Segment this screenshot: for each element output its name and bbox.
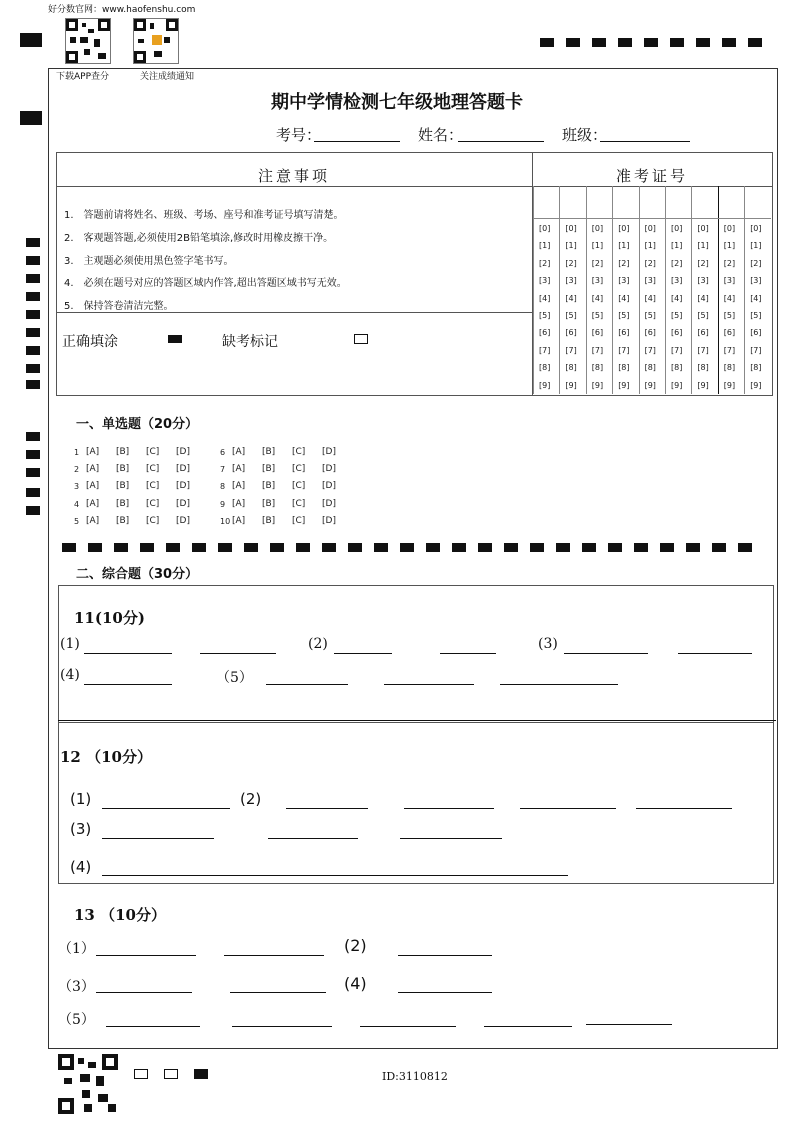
admission-digit-bubble[interactable]: [1] — [618, 241, 630, 251]
admission-digit-bubble[interactable]: [6] — [644, 328, 656, 338]
admission-digit-bubble[interactable]: [4] — [697, 293, 709, 303]
notice-separator — [56, 312, 533, 313]
admission-digit-bubble[interactable]: [1] — [591, 241, 604, 251]
mcq-option-bubble[interactable]: [C] — [292, 481, 306, 492]
page-qr-code-icon — [58, 1054, 118, 1114]
admission-digit-bubble[interactable]: [8] — [644, 363, 656, 373]
admission-digit-bubble[interactable]: [0] — [723, 224, 736, 233]
admission-digit-bubble[interactable]: [0] — [618, 224, 630, 233]
admission-digit-bubble[interactable]: [5] — [565, 311, 577, 320]
mcq-option-bubble[interactable]: [A] — [232, 447, 246, 457]
admission-digit-bubble[interactable]: [9] — [644, 380, 656, 390]
timing-mark — [738, 543, 752, 552]
admission-digit-bubble[interactable]: [5] — [671, 311, 683, 320]
timing-mark — [114, 543, 128, 552]
mcq-option-bubble[interactable]: [B] — [116, 498, 130, 509]
admission-digit-bubble[interactable]: [0] — [539, 224, 551, 233]
admission-digit-bubble[interactable]: [7] — [618, 345, 630, 355]
q13-answer-5d[interactable] — [484, 1026, 572, 1027]
timing-mark — [140, 543, 154, 552]
admission-digit-bubble[interactable]: [7] — [697, 345, 709, 355]
admission-digit-bubble[interactable]: [9] — [539, 380, 551, 390]
admission-digit-bubble[interactable]: [8] — [723, 363, 736, 373]
mcq-question-number: 9 — [220, 499, 226, 509]
notice-item: 1. 答题前请将姓名、班级、考场、座号和准考证号填写清楚。 — [64, 210, 344, 221]
name-field[interactable] — [458, 141, 544, 142]
timing-mark — [566, 38, 580, 47]
mcq-option-bubble[interactable]: [C] — [146, 447, 160, 457]
q11-answer-5c[interactable] — [500, 684, 618, 685]
admission-digit-bubble[interactable]: [5] — [618, 311, 630, 320]
mcq-question-number: 2 — [74, 465, 80, 475]
admission-digit-bubble[interactable]: [9] — [565, 380, 577, 390]
timing-mark — [26, 450, 40, 459]
timing-mark — [192, 543, 206, 552]
timing-mark — [26, 346, 40, 355]
q11-bottom-line — [58, 720, 776, 721]
admission-digit-bubble[interactable]: [4] — [644, 293, 656, 303]
q13-answer-5c[interactable] — [360, 1026, 456, 1027]
admission-digit-bubble[interactable]: [2] — [750, 258, 762, 268]
notice-item: 2. 客观题答题,必须使用2B铅笔填涂,修改时用橡皮擦干净。 — [64, 233, 334, 244]
notice-item: 4. 必须在题号对应的答题区域内作答,超出答题区域书写无效。 — [64, 278, 347, 289]
admission-digit-bubble[interactable]: [3] — [539, 276, 551, 286]
admission-digit-bubble[interactable]: [7] — [671, 345, 683, 355]
admission-digit-bubble[interactable]: [1] — [723, 241, 736, 251]
q12-answer-1[interactable] — [102, 808, 230, 809]
timing-mark — [26, 310, 40, 319]
admission-digit-bubble[interactable]: [3] — [644, 276, 656, 286]
timing-mark — [218, 543, 232, 552]
timing-mark — [592, 38, 606, 47]
timing-mark — [670, 38, 684, 47]
timing-mark — [26, 432, 40, 441]
q12-label-4: (4) — [70, 858, 92, 876]
mcq-option-bubble[interactable]: [B] — [116, 447, 130, 457]
mcq-question-number: 1 — [74, 448, 80, 457]
mcq-option-bubble[interactable]: [A] — [232, 481, 246, 492]
admission-digit-bubble[interactable]: [3] — [671, 276, 683, 286]
mcq-option-bubble[interactable]: [A] — [86, 447, 100, 457]
mcq-option-bubble[interactable]: [D] — [176, 498, 190, 509]
absent-mark-box[interactable] — [354, 334, 368, 344]
timing-mark — [426, 543, 440, 552]
timing-mark — [722, 38, 736, 47]
admission-digit-bubble[interactable]: [4] — [591, 293, 604, 303]
q13-answer-5a[interactable] — [106, 1026, 200, 1027]
page-box-filled — [194, 1069, 208, 1079]
timing-mark — [556, 543, 570, 552]
mcq-option-bubble[interactable]: [B] — [116, 481, 130, 492]
admission-digit-bubble[interactable]: [7] — [539, 345, 551, 355]
admission-digit-bubble[interactable]: [9] — [750, 380, 762, 390]
admission-digit-bubble[interactable]: [6] — [539, 328, 551, 338]
q12-label-2: (2) — [240, 790, 262, 808]
q13-answer-2[interactable] — [398, 955, 492, 956]
qr-code-follow-icon — [133, 18, 179, 64]
mcq-option-bubble[interactable]: [A] — [232, 515, 246, 526]
qr-code-download-icon — [65, 18, 111, 64]
qr-left-caption: 下载APP查分 — [56, 72, 110, 82]
admission-digit-bubble[interactable]: [3] — [618, 276, 630, 286]
sheet-id: ID:3110812 — [382, 1070, 448, 1083]
q12-title: 12 （10分） — [60, 748, 152, 766]
mcq-option-bubble[interactable]: [A] — [86, 515, 100, 526]
notice-item: 5. 保持答卷清洁完整。 — [64, 301, 174, 312]
admission-digit-bubble[interactable]: [0] — [750, 224, 762, 233]
admission-digit-bubble[interactable]: [1] — [539, 241, 551, 251]
q13-label-4: (4) — [344, 974, 367, 993]
q12-answer-2b[interactable] — [404, 808, 494, 809]
mcq-question-number: 4 — [74, 499, 80, 509]
q11-answer-1a[interactable] — [84, 653, 172, 654]
admission-digit-bubble[interactable]: [8] — [539, 363, 551, 373]
admission-digit-bubble[interactable]: [3] — [697, 276, 709, 286]
q12-answer-3b[interactable] — [268, 838, 358, 839]
admission-digit-bubble[interactable]: [4] — [565, 293, 577, 303]
section2-heading: 二、综合题（30分） — [76, 567, 199, 582]
timing-mark — [26, 488, 40, 497]
q11-answer-2a[interactable] — [334, 653, 392, 654]
admission-digit-bubble[interactable]: [8] — [671, 363, 683, 373]
q11-answer-3a[interactable] — [564, 653, 648, 654]
notice-heading: 注意事项 — [257, 167, 330, 185]
admission-digit-bubble[interactable]: [9] — [671, 380, 683, 390]
q11-label-4: (4) — [60, 667, 80, 683]
admission-digit-bubble[interactable]: [1] — [565, 241, 577, 251]
mcq-option-bubble[interactable]: [C] — [292, 447, 306, 457]
admission-digit-bubble[interactable]: [6] — [723, 328, 736, 338]
timing-mark — [582, 543, 596, 552]
mcq-option-bubble[interactable]: [A] — [86, 498, 100, 509]
mcq-option-bubble[interactable]: [B] — [262, 447, 276, 457]
timing-mark — [62, 543, 76, 552]
admission-digit-bubble[interactable]: [2] — [539, 258, 551, 268]
frame-left-border — [48, 68, 49, 1048]
q11-label-3: (3) — [538, 636, 558, 652]
section1-heading: 一、单选题（20分） — [76, 417, 199, 432]
q11-answer-5b[interactable] — [384, 684, 474, 685]
q12-answer-3a[interactable] — [102, 838, 214, 839]
admission-digit-bubble[interactable]: [0] — [644, 224, 656, 233]
admission-header-line — [533, 218, 771, 219]
timing-mark — [26, 274, 40, 283]
admission-digit-bubble[interactable]: [0] — [671, 224, 683, 233]
q12-answer-3c[interactable] — [400, 838, 502, 839]
timing-mark — [530, 543, 544, 552]
mcq-option-bubble[interactable]: [B] — [116, 515, 130, 526]
admission-digit-bubble[interactable]: [9] — [591, 380, 604, 390]
admission-digit-bubble[interactable]: [6] — [671, 328, 683, 338]
mcq-option-bubble[interactable]: [A] — [232, 498, 246, 509]
admission-digit-bubble[interactable]: [3] — [591, 276, 604, 286]
mcq-option-bubble[interactable]: [C] — [146, 498, 160, 509]
mcq-option-bubble[interactable]: [A] — [86, 481, 100, 492]
admission-digit-bubble[interactable]: [9] — [618, 380, 630, 390]
q13-answer-5b[interactable] — [232, 1026, 332, 1027]
timing-mark — [26, 506, 40, 515]
q12-answer-2a[interactable] — [286, 808, 368, 809]
admission-digit-bubble[interactable]: [8] — [750, 363, 762, 373]
q13-answer-1a[interactable] — [96, 955, 196, 956]
timing-mark — [712, 543, 726, 552]
mcq-question-number: 10 — [220, 516, 231, 526]
admission-digit-bubble[interactable]: [6] — [618, 328, 630, 338]
mcq-question-number: 8 — [220, 482, 226, 492]
admission-digit-bubble[interactable]: [9] — [697, 380, 709, 390]
admission-digit-bubble[interactable]: [9] — [723, 380, 736, 390]
admission-digit-bubble[interactable]: [5] — [591, 311, 604, 320]
q13-label-5: （5） — [58, 1012, 95, 1028]
mcq-option-bubble[interactable]: [B] — [262, 498, 276, 509]
name-label: 姓名： — [418, 126, 464, 144]
frame-top-border — [48, 68, 778, 69]
admission-digit-bubble[interactable]: [2] — [723, 258, 736, 268]
admission-digit-bubble[interactable]: [6] — [750, 328, 762, 338]
q11-answer-2b[interactable] — [440, 653, 496, 654]
mcq-option-bubble[interactable]: [C] — [292, 464, 306, 475]
q12-answer-4[interactable] — [102, 875, 568, 876]
admission-digit-bubble[interactable]: [5] — [750, 311, 762, 320]
admission-digit-bubble[interactable]: [8] — [565, 363, 577, 373]
timing-mark — [26, 328, 40, 337]
absent-mark-label: 缺考标记 — [222, 334, 278, 350]
q11-title: 11(10分) — [74, 609, 145, 627]
q11-answer-1b[interactable] — [200, 653, 276, 654]
admission-digit-bubble[interactable]: [2] — [697, 258, 709, 268]
frame-right-border — [777, 68, 778, 1048]
timing-mark — [26, 256, 40, 265]
timing-mark — [296, 543, 310, 552]
timing-mark — [696, 38, 710, 47]
mcq-option-bubble[interactable]: [C] — [146, 481, 160, 492]
admission-digit-bubble[interactable]: [7] — [591, 345, 604, 355]
q11-answer-5a[interactable] — [266, 684, 348, 685]
q11-label-5: （5） — [216, 670, 253, 686]
page-box-1 — [134, 1069, 148, 1079]
frame-bottom-border — [48, 1048, 778, 1049]
q11-box — [58, 585, 774, 723]
admission-digit-bubble[interactable]: [0] — [565, 224, 577, 233]
timing-mark — [618, 38, 632, 47]
admission-digit-bubble[interactable]: [0] — [591, 224, 604, 233]
admission-digit-bubble[interactable]: [0] — [697, 224, 709, 233]
admission-digit-bubble[interactable]: [6] — [697, 328, 709, 338]
timing-mark — [644, 38, 658, 47]
mcq-option-bubble[interactable]: [C] — [146, 515, 160, 526]
mcq-option-bubble[interactable]: [D] — [322, 498, 336, 509]
admission-digit-bubble[interactable]: [3] — [565, 276, 577, 286]
admission-digit-bubble[interactable]: [5] — [644, 311, 656, 320]
q13-answer-3b[interactable] — [230, 992, 326, 993]
page-box-2 — [164, 1069, 178, 1079]
timing-mark — [26, 380, 40, 389]
timing-mark — [748, 38, 762, 47]
admission-digit-bubble[interactable]: [8] — [591, 363, 604, 373]
mcq-option-bubble[interactable]: [C] — [292, 515, 306, 526]
class-label: 班级： — [562, 126, 608, 144]
mcq-option-bubble[interactable]: [B] — [262, 464, 276, 475]
mcq-option-bubble[interactable]: [B] — [262, 515, 276, 526]
mcq-option-bubble[interactable]: [A] — [86, 464, 100, 475]
admission-digit-bubble[interactable]: [7] — [644, 345, 656, 355]
q12-label-1: (1) — [70, 790, 92, 808]
admission-digit-bubble[interactable]: [2] — [644, 258, 656, 268]
mcq-option-bubble[interactable]: [D] — [176, 447, 190, 457]
mcq-option-bubble[interactable]: [D] — [322, 481, 336, 492]
admission-digit-bubble[interactable]: [4] — [618, 293, 630, 303]
admission-digit-bubble[interactable]: [2] — [591, 258, 604, 268]
timing-mark — [20, 33, 42, 47]
page-title: 期中学情检测七年级地理答题卡 — [271, 92, 523, 113]
admission-digit-bubble[interactable]: [1] — [697, 241, 709, 251]
admission-digit-bubble[interactable]: [4] — [671, 293, 683, 303]
admission-heading: 准考证号 — [615, 167, 688, 185]
admission-digit-bubble[interactable]: [2] — [618, 258, 630, 268]
timing-mark — [374, 543, 388, 552]
admission-digit-bubble[interactable]: [1] — [644, 241, 656, 251]
q13-label-2: (2) — [344, 936, 367, 955]
mcq-option-bubble[interactable]: [C] — [146, 464, 160, 475]
admission-digit-bubble[interactable]: [5] — [723, 311, 736, 320]
admission-digit-bubble[interactable]: [8] — [618, 363, 630, 373]
timing-mark — [26, 468, 40, 477]
mcq-option-bubble[interactable]: [A] — [232, 464, 246, 475]
timing-mark — [540, 38, 554, 47]
class-field[interactable] — [600, 141, 690, 142]
admission-digit-bubble[interactable]: [5] — [539, 311, 551, 320]
admission-digit-bubble[interactable]: [4] — [750, 293, 762, 303]
q13-answer-4[interactable] — [398, 992, 492, 993]
admission-digit-bubble[interactable]: [4] — [723, 293, 736, 303]
correct-fill-label: 正确填涂 — [62, 334, 118, 350]
notice-item: 3. 主观题必须使用黑色签字笔书写。 — [64, 256, 234, 267]
admission-digit-bubble[interactable]: [6] — [565, 328, 577, 338]
timing-mark — [608, 543, 622, 552]
admission-digit-bubble[interactable]: [6] — [591, 328, 604, 338]
mcq-option-bubble[interactable]: [D] — [322, 464, 336, 475]
mcq-option-bubble[interactable]: [C] — [292, 498, 306, 509]
correct-fill-sample — [168, 335, 182, 343]
admission-digit-bubble[interactable]: [2] — [671, 258, 683, 268]
timing-mark — [660, 543, 674, 552]
q13-answer-3a[interactable] — [96, 992, 192, 993]
timing-mark — [478, 543, 492, 552]
mcq-option-bubble[interactable]: [D] — [176, 464, 190, 475]
admission-digit-bubble[interactable]: [1] — [750, 241, 762, 251]
exam-no-field[interactable] — [314, 141, 400, 142]
mcq-option-bubble[interactable]: [D] — [322, 515, 336, 526]
timing-mark — [686, 543, 700, 552]
mcq-question-number: 6 — [220, 448, 226, 457]
timing-mark — [26, 238, 40, 247]
q11-answer-4[interactable] — [84, 684, 172, 685]
mcq-option-bubble[interactable]: [D] — [322, 447, 336, 457]
qr-right-caption: 关注成绩通知 — [140, 72, 195, 82]
mcq-option-bubble[interactable]: [B] — [116, 464, 130, 475]
timing-mark — [88, 543, 102, 552]
admission-digit-bubble[interactable]: [2] — [565, 258, 577, 268]
timing-mark — [270, 543, 284, 552]
q13-title: 13 （10分） — [74, 906, 166, 924]
timing-mark — [348, 543, 362, 552]
q12-answer-2c[interactable] — [520, 808, 616, 809]
timing-mark — [400, 543, 414, 552]
timing-mark — [26, 292, 40, 301]
exam-no-label: 考号： — [276, 126, 322, 144]
timing-mark — [26, 364, 40, 373]
timing-mark — [166, 543, 180, 552]
admission-digit-bubble[interactable]: [7] — [565, 345, 577, 355]
timing-mark — [504, 543, 518, 552]
site-label: 好分数官网：www.haofenshu.com — [48, 5, 196, 15]
admission-digit-bubble[interactable]: [1] — [671, 241, 683, 251]
timing-mark — [634, 543, 648, 552]
q13-label-3: （3） — [58, 979, 95, 995]
q12-box — [58, 722, 774, 884]
admission-digit-bubble[interactable]: [4] — [539, 293, 551, 303]
q12-answer-2d[interactable] — [636, 808, 732, 809]
mcq-question-number: 5 — [74, 516, 80, 526]
mcq-question-number: 7 — [220, 465, 226, 475]
mcq-option-bubble[interactable]: [D] — [176, 481, 190, 492]
q11-answer-3b[interactable] — [678, 653, 752, 654]
admission-digit-bubble[interactable]: [7] — [723, 345, 736, 355]
admission-digit-bubble[interactable]: [8] — [697, 363, 709, 373]
q11-label-1: (1) — [60, 636, 80, 652]
q13-answer-1b[interactable] — [224, 955, 324, 956]
admission-digit-bubble[interactable]: [5] — [697, 311, 709, 320]
q11-label-2: (2) — [308, 636, 328, 652]
admission-digit-bubble[interactable]: [3] — [750, 276, 762, 286]
mcq-option-bubble[interactable]: [B] — [262, 481, 276, 492]
timing-mark — [452, 543, 466, 552]
timing-mark — [322, 543, 336, 552]
mcq-option-bubble[interactable]: [D] — [176, 515, 190, 526]
mcq-question-number: 3 — [74, 482, 80, 492]
q13-answer-5e[interactable] — [586, 1024, 672, 1025]
q12-label-3: (3) — [70, 820, 92, 838]
q13-label-1: （1） — [58, 941, 95, 957]
timing-mark — [244, 543, 258, 552]
admission-digit-bubble[interactable]: [7] — [750, 345, 762, 355]
admission-digit-bubble[interactable]: [3] — [723, 276, 736, 286]
